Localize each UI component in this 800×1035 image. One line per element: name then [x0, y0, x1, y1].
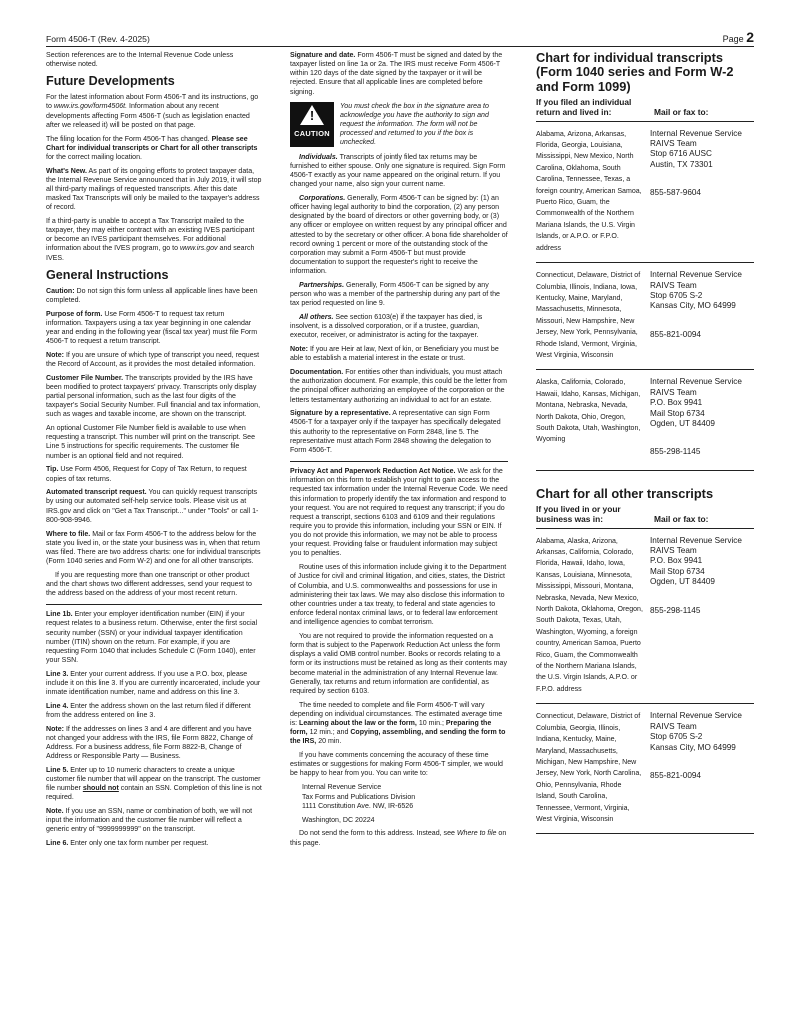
mail-address: Internal Revenue Service RAIVS Team P.O. Box 9941 Mail Stop 6734 Ogden, UT 84409 855-298-1145 [650, 535, 742, 615]
chart-individual-title: Chart for individual transcripts (Form 1040 series and Form W-2 and Form 1099) [536, 50, 734, 94]
routine-uses-text: Routine uses of this information include giving it to the Department of Justice for civil and criminal litigation, and cities, states, the District of Columbia, and U.S. commonwealths and possessions for use in administering their tax laws. We may also disclose this information to other countries under a tax treaty, to federal and state agencies to enforce federal nontax criminal laws, or to federal law enforcement and intelligence agencies to combat terrorism. [290, 564, 507, 627]
mail-address: Internal Revenue Service RAIVS Team P.O. Box 9941 Mail Stop 6734 Ogden, UT 84409 855-298-1145 [650, 377, 742, 457]
fax-number: 855-298-1145 [650, 605, 701, 615]
states-list: Connecticut, Delaware, District of Columbia, Illinois, Indiana, Iowa, Kentucky, Maine, Maryland, Massachusetts, Minnesota, Missouri, New Hampshire, New Jersey, New York, Pennsylvania, Rhode Island, Vermont, Virginia, West Virginia, Wisconsin [536, 272, 641, 359]
multiple-requests-text: If you are requesting more than one transcript or other product and the chart shows two different addresses, send your request to the address based on the address of your most recent return. [46, 571, 252, 598]
divider [46, 604, 262, 605]
privacy-act-text: Privacy Act and Paperwork Reduction Act Notice. We ask for the information on this form to establish your right to gain access to the requested tax information under the Internal Revenue Code. We need this information to properly identify the tax information and respond to your request. You are not required to request any transcript; if you do request a transcript, sections 6103 and 6109 and their regulations require you to provide this information, including your SSN or EIN. If you do not provide this information, we may not be able to process your request. Providing false or fraudulent information may subject you to penalties. [290, 468, 508, 558]
where-to-file-text: Where to file. Mail or fax Form 4506-T to the address below for the state you lived in, or the state your business was in, when that return was filed. There are two address charts: one for individual transcripts (Form 1040 series and Form W-2) and one for all other transcripts. [46, 530, 261, 565]
intro-text: Section references are to the Internal Revenue Code unless otherwise noted. [46, 52, 234, 69]
fax-number: 855-587-9604 [650, 188, 701, 198]
all-others-text: All others. See section 6103(e) if the taxpayer has died, is insolvent, is a dissolved corporation, or if a trustee, guardian, executor, receiver, or administrator is acting for the taxpayer. [290, 314, 483, 340]
general-instructions-heading: General Instructions [46, 267, 169, 282]
chart-row [536, 263, 754, 370]
note-text: Note: If you are unsure of which type of transcript you need, request the Record of Account, as it provides the most detailed information. [46, 351, 260, 369]
fax-number: 855-298-1145 [650, 447, 701, 457]
tip-text: Tip. Use Form 4506, Request for Copy of Tax Return, to request copies of tax returns. [46, 466, 247, 483]
form-identifier: Form 4506-T (Rev. 4-2025) [46, 34, 150, 44]
line-1b-text: Line 1b. Enter your employer identification number (EIN) if your request relates to a business return. Otherwise, enter the first social security number (SSN) or your individual taxpayer identification number (ITIN) shown on the return. For example, if you are requesting Form 1040 that includes Schedule C (Form 1040), enter your SSN. [46, 611, 258, 664]
signature-text: Signature and date. Form 4506-T must be signed and dated by the taxpayer listed on line 1a or 2a. The IRS must receive Form 4506-T within 120 days of the date signed by the taxpayer or it will be rejected. Ensure that all applicable lines are completed before signing. [290, 52, 503, 96]
line-4-text: Line 4. Enter the address shown on the last return filed if different from the address entered on line 3. [46, 702, 251, 719]
whats-new-text: What's New. As part of its ongoing efforts to protect taxpayer data, the Internal Revenue Service announced that in July 2019, it will stop all third-party mailings of requested transcripts. After this date masked Tax Transcripts will only be mailed to the taxpayer's address of record. [46, 167, 262, 212]
divider [290, 461, 508, 462]
states-list: Alaska, California, Colorado, Hawaii, Idaho, Kansas, Michigan, Montana, Nebraska, Nevada, North Dakota, Ohio, Oregon, South Dakota, Utah, Washington, Wyoming [536, 379, 641, 444]
purpose-text: Purpose of form. Use Form 4506-T to request tax return information. Taxpayers using a tax year beginning in one calendar year and ending in the following year (fiscal tax year) must file Form 4506-T to request a return transcript. [46, 310, 258, 346]
optional-cfn-text: An optional Customer File Number field is available to use when requesting a transcript. This number will print on the transcript. See Line 5 instructions for specific requirements. The customer file number is an optional field and not required. [46, 425, 256, 460]
mail-address: Internal Revenue Service RAIVS Team Stop 6716 AUSC Austin, TX 73301 855-587-9604 [650, 128, 742, 198]
irs-address: Internal Revenue Service Tax Forms and Publications Division 1111 Constitution Ave. NW, IR-6526 Washington, DC 20224 [302, 784, 416, 824]
caution-text: Caution: Do not sign this form unless all applicable lines have been completed. [46, 287, 258, 304]
corporations-text: Corporations. Generally, Form 4506-T can be signed by: (1) an officer having legal authority to bind the corporation, (2) any person designated by the board of directors or other governing body, or (3) any officer or employee on written request by any principal officer and attested to by the secretary or other officer. A bona fide shareholder of record owning 1 percent or more of the outstanding stock of the corporation may submit a Form 4506-T but must provide documentation to support the requester's right to receive the information. [290, 195, 508, 276]
chart-other-title: Chart for all other transcripts [536, 485, 714, 501]
time-estimate-text: The time needed to complete and file Form 4506-T will vary depending on individual circumstances. The estimated average time is: Learning about the law or the form, 10 min.; Preparing the form, 12 min.; and Copying, assembling, and sending the form to the IRS, 20 min. [290, 701, 506, 746]
form-url-link[interactable]: www.irs.gov/form4506t. [53, 103, 128, 111]
individuals-text: Individuals. Transcripts of jointly filed tax returns may be furnished to either spouse. Only one signature is required. Sign Form 4506-T exactly as your name appeared on the original return. If you changed your name, also sign your current name. [290, 153, 506, 189]
column-middle [290, 51, 508, 852]
fax-number: 855-821-0094 [650, 329, 701, 339]
address-note-text: Note: If the addresses on lines 3 and 4 are different and you have not changed your address with the IRS, file Form 8822, Change of Address. For a business address, file Form 8822-B, Change of Address or Responsible Party — Business. [46, 725, 253, 761]
chart-row [536, 370, 754, 470]
states-list: Alabama, Alaska, Arizona, Arkansas, California, Colorado, Florida, Hawaii, Idaho, Iowa, Kansas, Louisiana, Minnesota, Mississippi, Missouri, Montana, Nebraska, Nevada, New Mexico, North Dakota, Oklahoma, Oregon, South Dakota, Texas, Utah, Washington, Wyoming, a foreign country, American Samoa, Puerto Rico, Guam, the Commonwealth of the Northern Mariana Islands, the U.S. Virgin Islands, A.P.O. or F.P.O. address [536, 537, 643, 693]
irs-url-link[interactable]: www.irs.gov [179, 245, 218, 253]
automated-request-text: Automated transcript request. You can quickly request transcripts by using our automated self-help service tools. Please visit us at IRS.gov and click on "Get a Tax Transcript..." under "Tools" or call 1-800-908-9946. [46, 489, 259, 524]
line-6-text: Line 6. Enter only one tax form number per request. [46, 840, 209, 848]
future-developments-heading: Future Developments [46, 74, 175, 89]
chart-other-header: If you lived in or your business was in: Mail or fax to: [536, 504, 754, 528]
caution-notice [290, 102, 508, 147]
chart-individual-header: If you filed an individual return and lived in: Mail or fax to: [536, 97, 754, 121]
future-developments-text: For the latest information about Form 4506-T and its instructions, go to www.irs.gov/form4506t. Information about any recent developments affecting Form 4506-T (such as legislation enacted after we released it) will be posted on that page. [46, 94, 259, 129]
fax-number: 855-821-0094 [650, 770, 701, 780]
chart-row [536, 529, 754, 705]
mail-address: Internal Revenue Service RAIVS Team Stop 6705 S-2 Kansas City, MO 64999 855-821-0094 [650, 711, 742, 780]
comments-text: If you have comments concerning the accuracy of these time estimates or suggestions for making Form 4506-T simpler, we would be happy to hear from you. You can write to: [290, 751, 503, 778]
mail-address: Internal Revenue Service RAIVS Team Stop 6705 S-2 Kansas City, MO 64999 855-821-0094 [650, 270, 742, 339]
page-number: Page 2 [722, 29, 754, 45]
filing-location-text: The filing location for the Form 4506-T has changed. Please see Chart for individual transcripts or Chart for all other transcripts for the correct mailing location. [46, 135, 258, 161]
chart-row [536, 704, 754, 834]
line-3-text: Line 3. Enter your current address. If you use a P.O. box, please include it on this line 3. If you are currently incarcerated, include your inmate identification number, name and address on this line 3. [46, 670, 261, 697]
partnerships-text: Partnerships. Generally, Form 4506-T can be signed by any person who was a member of the partnership during any part of the tax period requested on line 9. [290, 282, 500, 308]
line-5-text: Line 5. Enter up to 10 numeric characters to create a unique customer file number that will appear on the transcript. The customer file number should not contain an SSN. Completion of this line is not required. [46, 766, 262, 802]
do-not-send-text: Do not send the form to this address. Instead, see Where to file on this page. [290, 830, 507, 847]
ssn-note-text: Note. If you use an SSN, name or combination of both, we will not input the information and the customer file number will reflect a generic entry of "9999999999" on the transcript. [46, 808, 253, 834]
not-required-text: You are not required to provide the information requested on a form that is subject to the Paperwork Reduction Act unless the form displays a valid OMB control number. Books or records relating to a form or its instructions must be retained as long as their contents may become material in the administration of any Internal Revenue law. Generally, tax returns and return information are confidential, as required by section 6103. [290, 632, 507, 695]
states-list: Alabama, Arizona, Arkansas, Florida, Georgia, Louisiana, Mississippi, New Mexico, North Carolina, Oklahoma, South Carolina, Tennessee, Texas, a foreign country, American Samoa, Puerto Rico, Guam, the Commonwealth of the Northern Mariana Islands, the U.S. Virgin Islands, or A.P.O. or F.P.O. address [536, 130, 642, 252]
column-right [536, 51, 754, 834]
representative-text: Signature by a representative. A representative can sign Form 4506-T for a taxpayer only if the taxpayer has specifically delegated this authority to the representative on Form 2848, line 5. The representative must attach Form 2848 showing the delegation to Form 4506-T. [290, 410, 501, 454]
documentation-text: Documentation. For entities other than individuals, you must attach the authorization document. For example, this could be the letter from the principal officer authorizing an employee of the corporation or the letters testamentary authorizing an individual to act for an estate. [290, 369, 508, 404]
chart-row [536, 122, 754, 263]
heir-note-text: Note: If you are Heir at law, Next of kin, or Beneficiary you must be able to establish a material interest in the estate or trust. [290, 346, 499, 363]
caution-note: You must check the box in the signature area to acknowledge you have the authority to sign and request the information. The form will not be processed and returned to you if the box is unchecked. [340, 102, 489, 146]
column-left [46, 51, 262, 853]
third-party-text: If a third-party is unable to accept a Tax Transcript mailed to the taxpayer, they may either contract with an existing IVES participant or become an IVES participant themselves. For additional information about the IVES program, go to www.irs.gov and search IVES. [46, 217, 255, 262]
caution-icon: ! CAUTION [290, 102, 334, 147]
states-list: Connecticut, Delaware, District of Columbia, Georgia, Illinois, Indiana, Kentucky, Maine, Maryland, Massachusetts, Michigan, New Hampshire, New Jersey, New York, North Carolina, Ohio, Pennsylvania, Rhode Island, South Carolina, Tennessee, Vermont, Virginia, West Virginia, Wisconsin [536, 713, 642, 823]
customer-file-number-text: Customer File Number. The transcripts provided by the IRS have been modified to protect taxpayers' privacy. Transcripts only display partial personal information, such as the last four digits of the taxpayer's Social Security Number. Full financial and tax information, such as wages and taxable income, are shown on the transcript. [46, 374, 261, 419]
page-header [46, 28, 754, 47]
